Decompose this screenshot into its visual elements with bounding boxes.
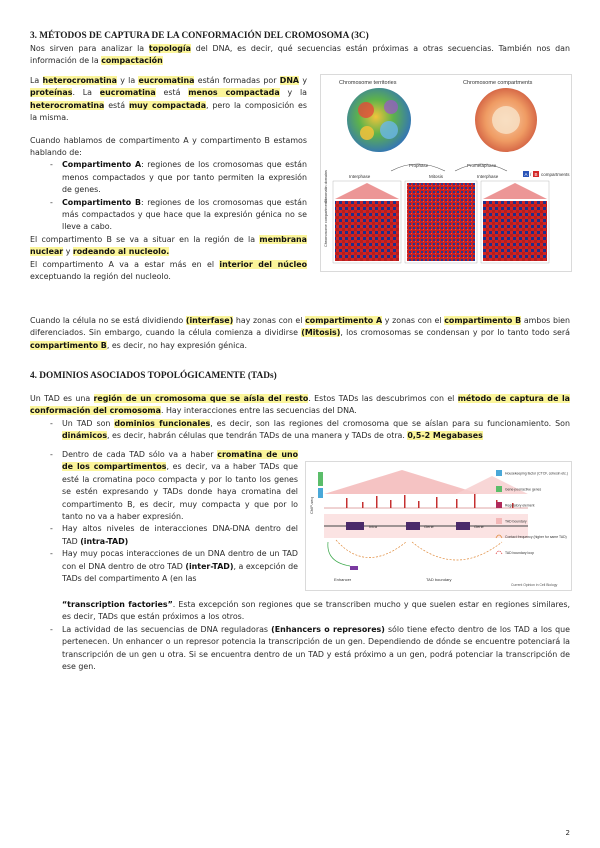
loop-1 xyxy=(336,540,406,558)
chip-bar-2 xyxy=(318,488,323,498)
chip-bar-1 xyxy=(318,472,323,486)
signal-peaks xyxy=(346,494,514,508)
legend-swatch-4 xyxy=(496,518,502,524)
list-item-single-compartment: - Dentro de cada TAD sólo va a haber cromatina de uno de los compartimentos, es decir, va a haber TADs que esté la cromatina poco compacta y por lo tanto los genes se estén expresando y TADs donde haya cromatina del compartimento B, es decir, muy compacta y que por lo tanto no va a haber expresión. xyxy=(30,449,298,523)
side-label-domains: Chromatin domains xyxy=(324,170,328,203)
figure-chromosome-compartments xyxy=(320,74,572,272)
figure-1-graphic xyxy=(321,75,571,271)
legend-swatch-3 xyxy=(496,502,502,508)
list-item-compartment-a: - Compartimento A: regiones de los cromosomas que están menos compactados y que por tanto permiten la expresión de genes. xyxy=(30,159,307,196)
tad-list-bottom xyxy=(30,599,570,673)
label-prophase: Prophase xyxy=(409,163,429,168)
compartment-core xyxy=(492,106,520,134)
label-enhancer: Enhancer xyxy=(334,577,352,582)
label-gene-2: Gene xyxy=(474,524,484,529)
paragraph-heterochromatin: La heterocromatina y la eucromatina están formadas por DNA y proteínas. La eucromatina está menos compactada y la heterocromatina está muy compactada, pero la composición es la misma. xyxy=(30,76,307,123)
label-interphase-2: Interphase xyxy=(477,174,499,179)
peak xyxy=(362,502,364,508)
label-intra: Intra xyxy=(369,524,378,529)
legend-text-4: TAD boundary xyxy=(505,519,527,524)
label-mitosis: Mitosis xyxy=(429,174,444,179)
legend-swatch-6 xyxy=(496,551,502,554)
territory-yellow xyxy=(360,126,374,140)
peak xyxy=(346,498,348,508)
list-item-compartment-b: - Compartimento B: regiones de los cromosomas que están más compactados y que hace que la expresión génica no se lleve a cabo. xyxy=(30,197,307,234)
figure-2-credit: Current Opinion in Cell Biology xyxy=(511,583,558,587)
section-4-intro: Un TAD es una región de un cromosoma que se aísla del resto. Estos TADs las descubrimos con el método de captura de la conformación del cromosoma. Hay interacciones entre las secuencias del DNA. xyxy=(30,394,571,416)
tad-list-left xyxy=(30,449,298,585)
figure-tad-diagram xyxy=(305,461,572,591)
paragraph-compartment-b-location: El compartimento B se va a situar en la región de la membrana nuclear y rodeando al nucleolo. xyxy=(30,234,307,257)
legend-text-2: Gene-poor/active genes xyxy=(505,487,542,492)
heatmap-mitosis xyxy=(407,183,475,261)
peak xyxy=(436,497,438,508)
label-gene-1: Gene xyxy=(424,524,434,529)
list-item-inter-tad: - Hay muy pocas interacciones de un DNA dentro de un TAD con el DNA dentro de otro TAD (inter-TAD), a excepción de TADs del compartimento A (en las xyxy=(30,548,298,585)
side-label-compartments: Chromosome compartments xyxy=(324,199,328,247)
legend-swatch-2 xyxy=(496,486,502,492)
list-item-intra-tad: - Hay altos niveles de interacciones DNA-DNA dentro del TAD (intra-TAD) xyxy=(30,523,298,548)
tad-triangle-1 xyxy=(324,470,480,494)
loop-2 xyxy=(412,542,502,560)
enhancer-mark xyxy=(350,566,358,570)
legend-a-label: A xyxy=(524,172,528,177)
paragraph-compartment-a-location: El compartimento A va a estar más en el interior del núcleo exceptuando la región del nucleolo. xyxy=(30,259,307,282)
legend-b-label: B xyxy=(534,172,538,177)
tad-list-top xyxy=(30,418,570,443)
inter-tad-continuation: “transcription factories”. Esta excepción son regiones que se transcriben mucho y que suelen estar en regiones similares, es decir, TADs que están próximos a los otros. xyxy=(62,600,570,622)
loop-3 xyxy=(328,542,350,566)
heatmap-interphase-2 xyxy=(483,201,547,261)
section-4-heading: 4. DOMINIOS ASOCIADOS TOPOLÓGICAMENTE (TADs) xyxy=(30,371,277,381)
territory-cyan xyxy=(380,121,398,139)
list-item-enhancers: - La actividad de las secuencias de DNA reguladoras (Enhancers o represores) sólo tiene efecto dentro de los TAD a los que pertenecen. Un enhancer o un represor potencia la transcripción de un gen. Dependiendo de dónde se encuentre potenciará la transcripción de un gen u otra. Si se encuentra dentro de un TAD y está próximo a un gen, podrá potenciar la transcripción de ese gen. xyxy=(30,624,570,674)
legend-compartments-label: compartments xyxy=(541,172,570,177)
peak xyxy=(404,495,406,508)
label-interphase-1: Interphase xyxy=(349,174,371,179)
section-3-intro: Nos sirven para analizar la topología del DNA, es decir, qué secuencias están próximas a otras secuencias. También nos dan información de la compactación xyxy=(30,44,570,66)
section-3-body xyxy=(30,75,307,284)
heatmap-interphase-1 xyxy=(335,201,399,261)
figure-2-graphic xyxy=(306,462,571,590)
page-number: 2 xyxy=(565,829,570,837)
title-compartments: Chromosome compartments xyxy=(463,80,533,86)
legend-swatch-1 xyxy=(496,470,502,476)
gene-block-3 xyxy=(456,522,470,530)
paragraph-interphase-mitosis: Cuando la célula no se está dividiendo (interfase) hay zonas con el compartimento A y zonas con el compartimento B ambos bien diferenciados. Sin embargo, cuando la célula comienza a dividirse (Mitosis), los cromosomas se condensan y por lo tanto todo será compartimento B, es decir, no hay expresión génica. xyxy=(30,316,571,350)
section-3-heading: 3. MÉTODOS DE CAPTURA DE LA CONFORMACIÓN DEL CROMOSOMA (3C) xyxy=(30,31,369,41)
legend-text-6: TAD boundary loop xyxy=(505,551,534,555)
territory-purple xyxy=(384,100,398,114)
legend-text-5: Contact frequency (higher for same TAD) xyxy=(505,535,567,539)
peak xyxy=(456,499,458,508)
peak xyxy=(376,496,378,508)
legend-text-3: Regulatory element xyxy=(505,503,535,508)
label-boundary: TAD boundary xyxy=(426,577,452,582)
figure-2-legend xyxy=(496,470,568,555)
territories-nucleus xyxy=(347,88,411,152)
peak xyxy=(390,500,392,508)
gene-block-2 xyxy=(406,522,420,530)
paragraph-compartments: Cuando hablamos de compartimento A y compartimento B estamos hablando de: xyxy=(30,135,307,158)
peak xyxy=(418,501,420,508)
title-territories: Chromosome territories xyxy=(339,80,397,86)
gene-block-1 xyxy=(346,522,364,530)
legend-separator: / xyxy=(530,172,532,177)
legend-text-1: Housekeeping factor (CTCF, cohesin etc.) xyxy=(505,471,568,476)
peak xyxy=(474,494,476,508)
label-prometaphase: Prometaphase xyxy=(467,163,497,168)
territory-red xyxy=(358,102,374,118)
side-label-chip: ChIP-seq xyxy=(309,497,314,514)
compartment-list xyxy=(30,159,307,233)
list-item-functional-domains: - Un TAD son dominios funcionales, es decir, son las regiones del cromosoma que se aíslan para su funcionamiento. Son dinámicos, es decir, habrán células que tendrán TADs de una manera y TADs de otra. 0,5-2 Megabases xyxy=(30,418,570,443)
